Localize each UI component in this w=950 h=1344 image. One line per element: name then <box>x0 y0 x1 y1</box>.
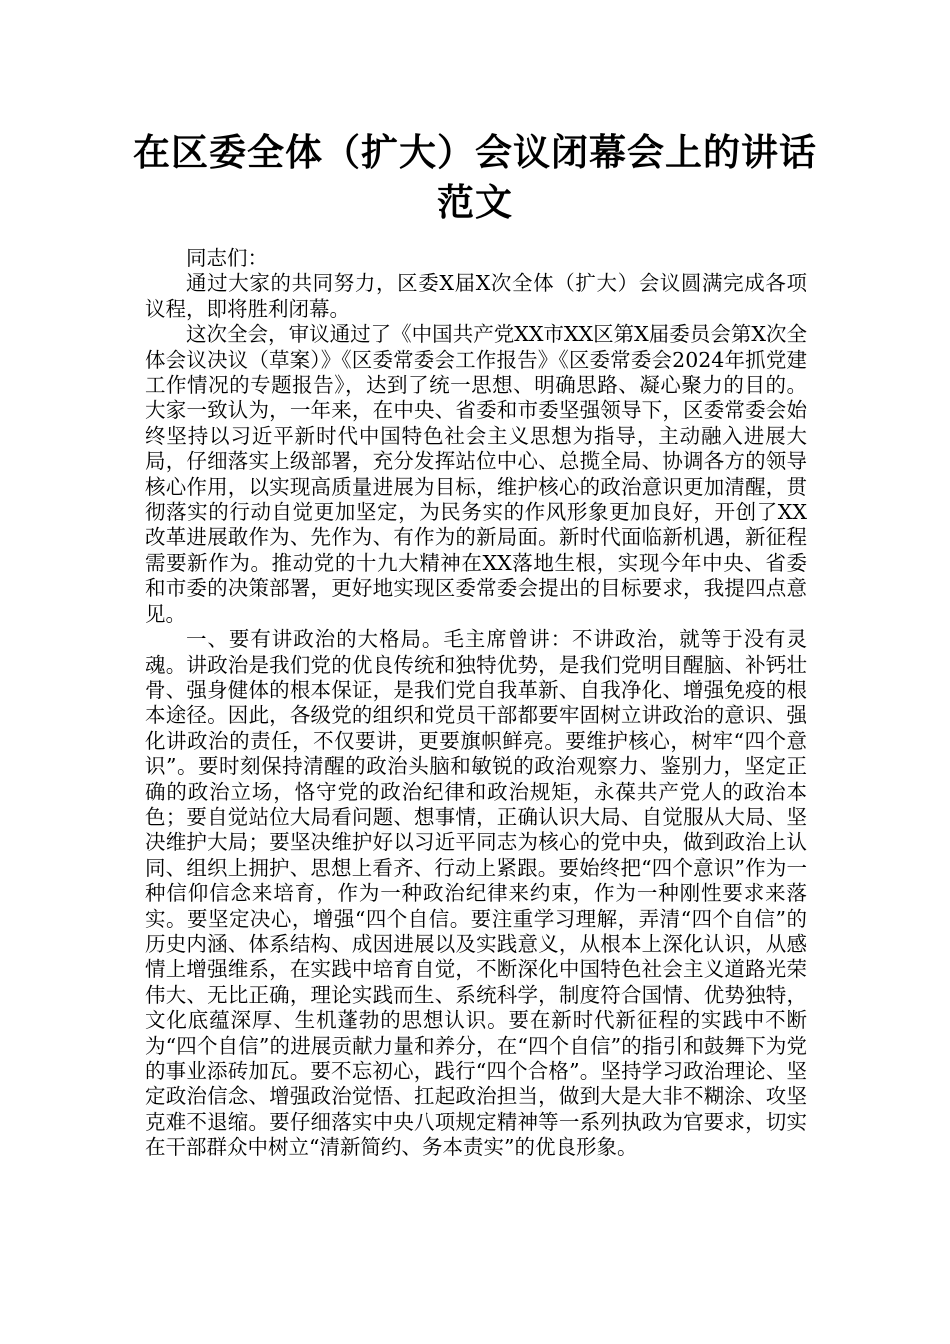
salutation-paragraph: 同志们： <box>186 246 268 270</box>
body-paragraph: 一、要有讲政治的大格局。毛主席曾讲：不讲政治，就等于没有灵魂。讲政治是我们党的优良传统和独特优势，是我们党明目醒脑、补钙壮骨、强身健体的根本保证，是我们党自我革新、自我净化、增强免疫的根本途径。因此，各级党的组织和党员干部都要牢固树立讲政治的意识、强化讲政治的责任，不仅要讲，更要旗帜鲜亮。要维护核心，树牢“四个意识”。要时刻保持清醒的政治头脑和敏锐的政治观察力、鉴别力，坚定正确的政治立场，恪守党的政治纪律和政治规矩，永葆共产党人的政治本色；要自觉站位大局看问题、想事情，正确认识大局、自觉服从大局、坚决维护大局；要坚决维护好以习近平同志为核心的党中央，做到政治上认同、组织上拥护、思想上看齐、行动上紧跟。要始终把“四个意识”作为一种信仰信念来培育，作为一种政治纪律来约束，作为一种刚性要求来落实。要坚定决心，增强“四个自信。要注重学习理解，弄清“四个自信”的历史内涵、体系结构、成因进展以及实践意义，从根本上深化认识，从感情上增强维系，在实践中培育自觉，不断深化中国特色社会主义道路光荣伟大、无比正确，理论实践而生、系统科学，制度符合国情、优势独特，文化底蕴深厚、生机蓬勃的思想认识。要在新时代新征程的实践中不断为“四个自信”的进展贡献力量和养分，在“四个自信”的指引和鼓舞下为党的事业添砖加瓦。要不忘初心，践行“四个合格”。坚持学习政治理论、坚定政治信念、增强政治觉悟、扛起政治担当，做到大是大非不糊涂、攻坚克难不退缩。要仔细落实中央八项规定精神等一系列执政为官要求，切实在干部群众中树立“清新简约、务本责实”的优良形象。 <box>145 627 807 1160</box>
document-body <box>145 246 807 1161</box>
body-paragraph: 这次全会，审议通过了《中国共产党XX市XX区第X届委员会第X次全体会议决议（草案）》《区委常委会工作报告》《区委常委会2024年抓党建工作情况的专题报告》，达到了统一思想、明确思路、凝心聚力的目的。大家一致认为，一年来，在中央、省委和市委坚强领导下，区委常委会始终坚持以习近平新时代中国特色社会主义思想为指导，主动融入进展大局，仔细落实上级部署，充分发挥站位中心、总揽全局、协调各方的领导核心作用，以实现高质量进展为目标，维护核心的政治意识更加清醒，贯彻落实的行动自觉更加坚定，为民务实的作风形象更加良好，开创了XX改革进展敢作为、先作为、有作为的新局面。新时代面临新机遇，新征程需要新作为。推动党的十九大精神在XX落地生根，实现今年中央、省委和市委的决策部署，更好地实现区委常委会提出的目标要求，我提四点意见。 <box>145 322 807 626</box>
body-paragraph: 通过大家的共同努力，区委X届X次全体（扩大）会议圆满完成各项议程，即将胜利闭幕。 <box>145 271 807 321</box>
document-title: 在区委全体（扩大）会议闭幕会上的讲话范文 <box>133 131 817 224</box>
